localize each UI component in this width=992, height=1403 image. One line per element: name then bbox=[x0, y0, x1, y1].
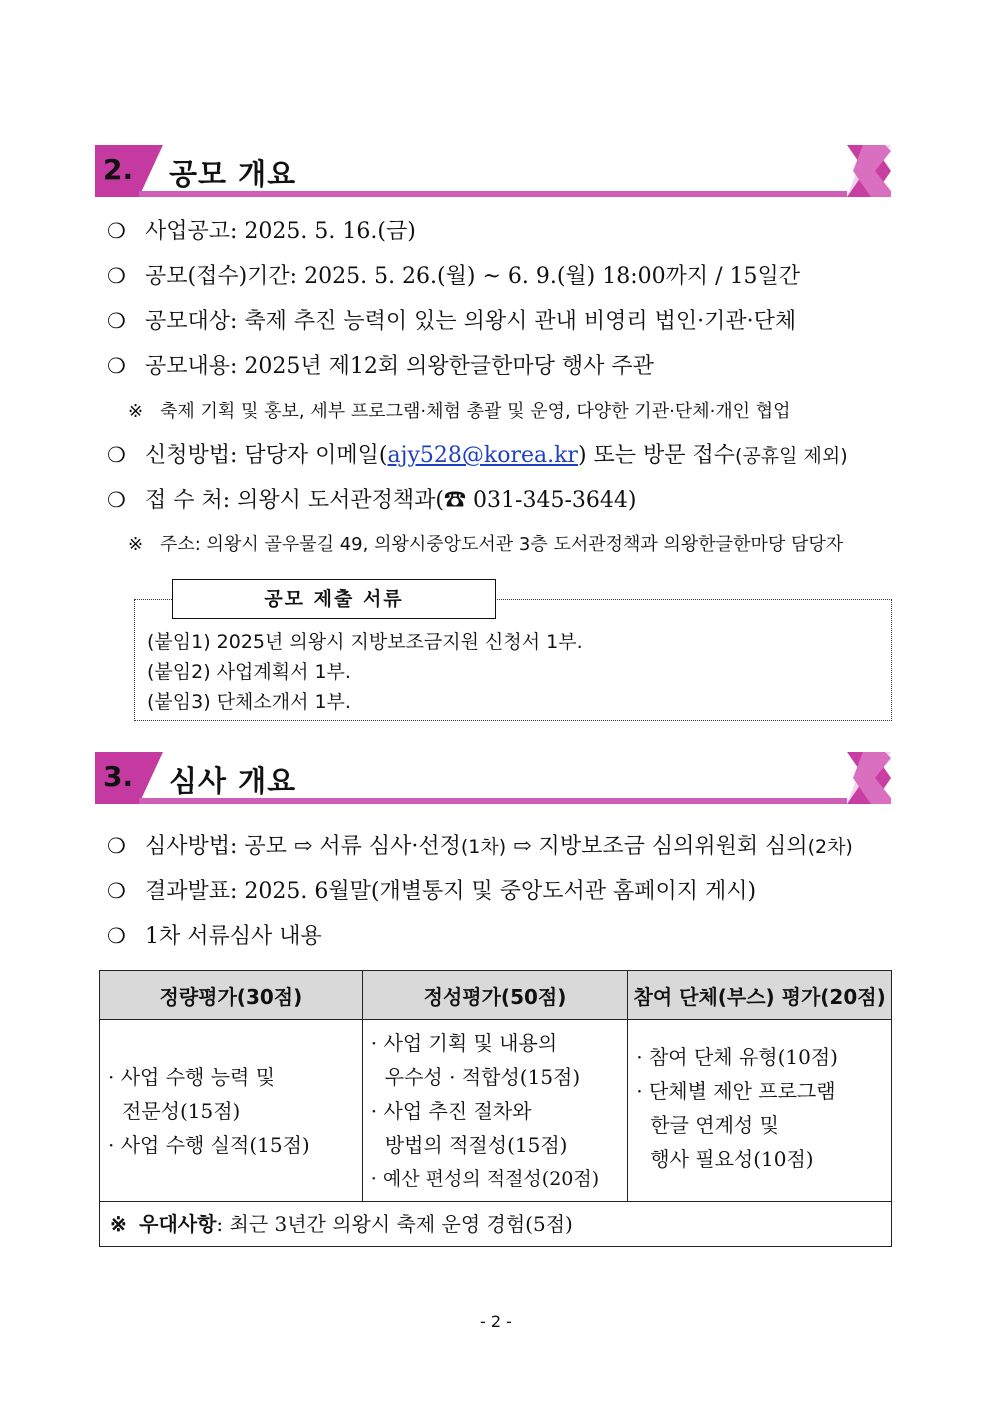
circle-bullet-icon: ❍ bbox=[107, 488, 126, 512]
list-item-method: ❍ 심사방법: 공모 ⇨ 서류 심사·선정(1차) ⇨ 지방보조금 심의위원회 심의(2차) bbox=[107, 834, 853, 859]
document-line: (붙임1) 2025년 의왕시 지방보조금지원 신청서 1부. bbox=[147, 631, 583, 653]
email-link[interactable]: ajy528@korea.kr bbox=[387, 443, 578, 468]
page-number: - 2 - bbox=[480, 1312, 512, 1331]
table-header: 참여 단체(부스) 평가(20점) bbox=[628, 971, 892, 1020]
circle-bullet-icon: ❍ bbox=[107, 309, 126, 333]
circle-bullet-icon: ❍ bbox=[107, 354, 126, 378]
section-title: 심사 개요 bbox=[169, 764, 297, 798]
evaluation-table bbox=[99, 970, 892, 1247]
circle-bullet-icon: ❍ bbox=[107, 924, 126, 948]
table-cell: · 사업 수행 능력 및 전문성(15점) · 사업 수행 실적(15점) bbox=[100, 1020, 363, 1202]
table-header: 정량평가(30점) bbox=[100, 971, 363, 1020]
circle-bullet-icon: ❍ bbox=[107, 264, 126, 288]
documents-box-title: 공모 제출 서류 bbox=[172, 579, 496, 619]
table-footer-row bbox=[100, 1202, 892, 1247]
list-item-office: ❍ 접 수 처: 의왕시 도서관정책과(☎ 031-345-3644) bbox=[107, 488, 637, 513]
section-number: 2. bbox=[103, 153, 134, 186]
list-item: ❍ 사업공고: 2025. 5. 16.(금) bbox=[107, 219, 416, 244]
note-line: ※ 축제 기획 및 홍보, 세부 프로그램·체험 총괄 및 운영, 다양한 기관·단체·개인 협업 bbox=[128, 401, 791, 422]
circle-bullet-icon: ❍ bbox=[107, 879, 126, 903]
section-header-2 bbox=[95, 143, 891, 199]
table-header-row bbox=[100, 971, 892, 1020]
table-footer-cell: ※ 우대사항: 최근 3년간 의왕시 축제 운영 경험(5점) bbox=[100, 1202, 892, 1247]
reference-mark-icon: ※ bbox=[128, 534, 144, 555]
reference-mark-icon: ※ bbox=[128, 401, 144, 422]
section-title: 공모 개요 bbox=[169, 157, 297, 191]
phone-icon: ☎ bbox=[444, 488, 467, 513]
section-number: 3. bbox=[103, 760, 134, 793]
list-item: ❍ 공모대상: 축제 추진 능력이 있는 의왕시 관내 비영리 법인·기관·단체 bbox=[107, 309, 797, 334]
list-item-first-review: ❍ 1차 서류심사 내용 bbox=[107, 924, 322, 949]
note-line: ※ 주소: 의왕시 골우물길 49, 의왕시중앙도서관 3층 도서관정책과 의왕한글한마당 담당자 bbox=[128, 534, 844, 555]
circle-bullet-icon: ❍ bbox=[107, 219, 126, 243]
circle-bullet-icon: ❍ bbox=[107, 834, 126, 858]
list-item-result: ❍ 결과발표: 2025. 6월말(개별통지 및 중앙도서관 홈페이지 게시) bbox=[107, 879, 757, 904]
list-item: ❍ 공모내용: 2025년 제12회 의왕한글한마당 행사 주관 bbox=[107, 354, 654, 379]
circle-bullet-icon: ❍ bbox=[107, 443, 126, 467]
reference-mark-icon: ※ bbox=[110, 1212, 127, 1236]
document-line: (붙임3) 단체소개서 1부. bbox=[147, 691, 351, 713]
table-cell: · 참여 단체 유형(10점) · 단체별 제안 프로그램 한글 연계성 및 행사 필요성(10점) bbox=[628, 1020, 892, 1202]
list-item-apply: ❍ 신청방법: 담당자 이메일(ajy528@korea.kr) 또는 방문 접수(공휴일 제외) bbox=[107, 443, 848, 468]
document-line: (붙임2) 사업계획서 1부. bbox=[147, 661, 351, 683]
section-header-3 bbox=[95, 750, 891, 806]
table-header: 정성평가(50점) bbox=[362, 971, 627, 1020]
list-item: ❍ 공모(접수)기간: 2025. 5. 26.(월) ~ 6. 9.(월) 18:00까지 / 15일간 bbox=[107, 264, 801, 289]
table-cell: · 사업 기획 및 내용의 우수성 · 적합성(15점) · 사업 추진 절차와 방법의 적절성(15점) · 예산 편성의 적절성(20점) bbox=[362, 1020, 627, 1202]
table-row bbox=[100, 1020, 892, 1202]
